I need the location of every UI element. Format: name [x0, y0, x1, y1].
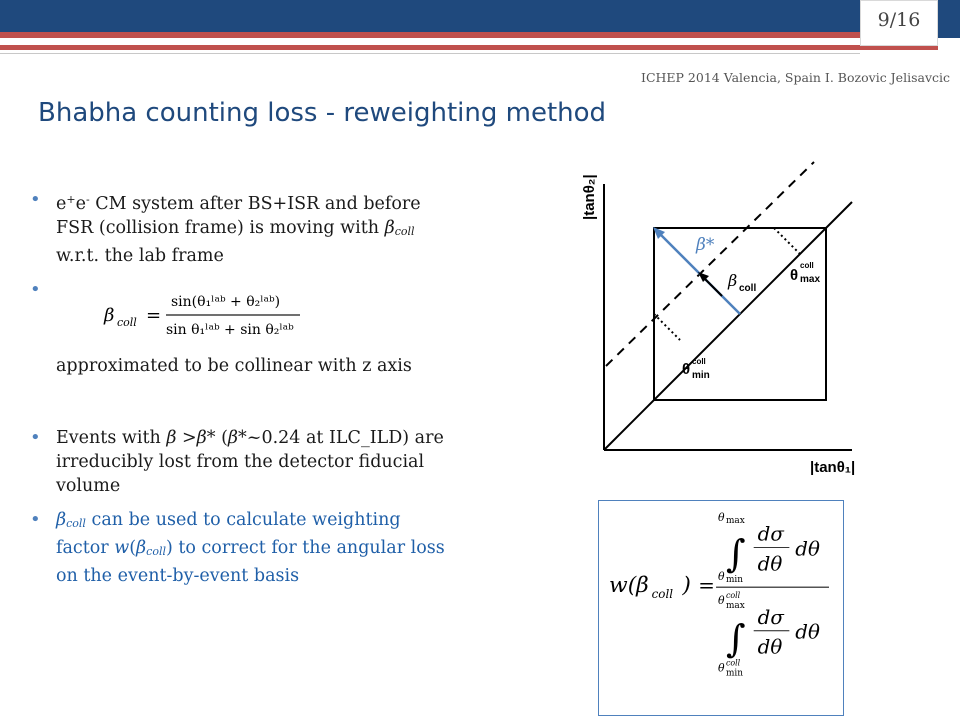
bullet-text: ~0.24 at ILC_ILD) are irreducibly lost from the detector fiducial volume: [56, 428, 444, 496]
w-lhs-close: ): [682, 573, 691, 599]
beta-subscript: coll: [66, 517, 86, 530]
bullet-list: [28, 188, 458, 598]
beta-coll-vector: [703, 277, 722, 296]
num-dsigma: dσ: [757, 522, 784, 546]
num-upper-limit: θ: [718, 510, 725, 524]
theta-min-sup: coll: [692, 357, 706, 366]
y-axis-label: |tanθ₂|: [581, 174, 598, 220]
beta-subscript: coll: [146, 545, 166, 558]
theta-max-sub: max: [800, 274, 821, 285]
den-lower-limit: θ: [718, 661, 725, 675]
x-axis-label: |tanθ₁|: [810, 459, 856, 476]
den-dtheta-den: dθ: [757, 635, 783, 659]
beta-coll-subscript: coll: [739, 283, 757, 294]
bullet-text: Events with: [56, 428, 167, 448]
y-axis-label-group: [581, 174, 598, 220]
bullet-text: w.r.t. the lab frame: [56, 246, 224, 266]
beta-coll-label: β: [728, 271, 738, 290]
text-e: e: [75, 194, 86, 214]
den-dsigma: dσ: [757, 605, 784, 629]
bullet-dot: •: [30, 279, 41, 300]
num-lower-limit: θ: [718, 570, 725, 584]
theta-min-projection: [654, 314, 680, 340]
paren: (: [129, 538, 137, 558]
num-lower-sub: min: [725, 575, 743, 586]
bullet-weighting: [28, 508, 458, 588]
den-integral: ∫: [725, 616, 746, 661]
formula-lhs: β: [104, 305, 115, 326]
header-bar: [0, 0, 960, 32]
header-accent-end: [938, 32, 960, 38]
footer-text: ICHEP 2014 Valencia, Spain I. Bozovic Jelisavcic: [641, 70, 950, 85]
theta-max-projection: [774, 228, 802, 256]
page-number: 9/16: [860, 0, 938, 46]
beta-star-symbol: β*: [227, 428, 247, 448]
den-dtheta: dθ: [795, 620, 820, 644]
bullet-events: [28, 426, 458, 498]
bullet-dot: •: [30, 509, 41, 530]
w-equals: =: [698, 574, 715, 598]
beta-star-label: β*: [696, 235, 715, 255]
superscript-minus: -: [85, 193, 90, 206]
w-lhs-sub: coll: [651, 587, 674, 602]
weighting-factor-formula: [598, 500, 844, 716]
beta-symbol: β: [56, 510, 67, 530]
formula-lhs-sub: coll: [117, 316, 137, 329]
theta-max-label: θ: [790, 267, 799, 284]
num-upper-sub: max: [725, 515, 745, 526]
num-dtheta: dθ: [795, 537, 820, 561]
bullet-dot: •: [30, 189, 41, 210]
formula-numerator: sin(θ₁ˡᵃᵇ + θ₂ˡᵃᵇ): [171, 294, 281, 310]
collision-angle-diagram: [581, 160, 880, 480]
den-lower-sup: coll: [725, 658, 741, 668]
den-lower-sub: min: [725, 668, 743, 679]
bullet-text: can be used to calculate weighting factor: [56, 510, 401, 558]
w-symbol: w: [114, 538, 130, 558]
num-dtheta-den: dθ: [757, 552, 783, 576]
text-e: e: [56, 194, 67, 214]
bullet-text: CM system after BS+ISR and before FSR (collision frame) is moving with: [56, 194, 421, 238]
header-rule-red: [0, 45, 938, 50]
formula-denominator: sin θ₁ˡᵃᵇ + sin θ₂ˡᵃᵇ: [166, 322, 294, 338]
header-accent-red: [0, 32, 938, 38]
theta-min-label: θ: [682, 361, 691, 378]
den-upper-limit: θ: [718, 594, 725, 608]
num-integral: ∫: [725, 531, 746, 576]
bullet-dot: •: [30, 427, 41, 448]
diagonal-line: [604, 202, 852, 450]
beta-symbol: β: [136, 538, 147, 558]
bullet-text: (: [215, 428, 228, 448]
den-upper-sup: coll: [725, 591, 741, 601]
approx-text: approximated to be collinear with z axis: [56, 356, 412, 376]
beta-star-dashed-line: [606, 162, 814, 366]
den-upper-sub: max: [725, 601, 745, 611]
page-title: Bhabha counting loss - reweighting method: [38, 98, 607, 128]
beta-condition: β >β*: [166, 428, 216, 448]
theta-max-sup: coll: [800, 261, 814, 270]
w-lhs: w(β: [609, 573, 649, 599]
beta-subscript: coll: [394, 225, 415, 238]
beta-coll-formula: [104, 286, 304, 344]
formula-equals: =: [146, 305, 162, 326]
beta-symbol: β: [384, 218, 395, 238]
bullet-text: ) to correct for the angular loss on the event-by-event basis: [56, 538, 445, 586]
bullet-cm-system: [28, 188, 458, 268]
superscript-plus: +: [66, 193, 76, 206]
theta-min-sub: min: [692, 370, 710, 381]
header-rule-grey: [0, 53, 860, 54]
